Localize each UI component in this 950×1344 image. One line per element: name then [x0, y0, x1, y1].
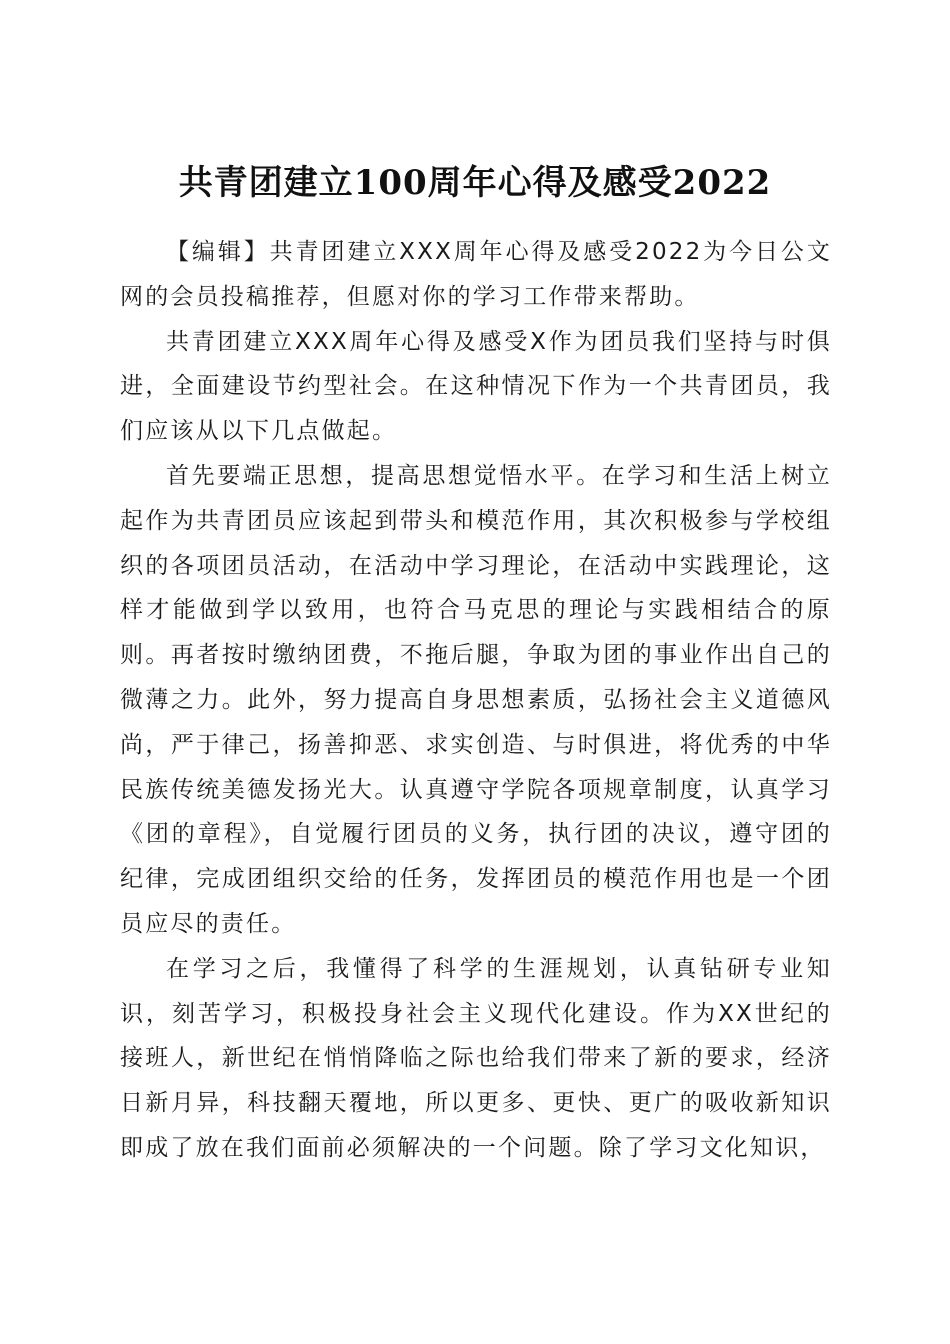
paragraph-editor-note: 【编辑】共青团建立XXX周年心得及感受2022为今日公文网的会员投稿推荐，但愿对你的学习工作带来帮助。	[120, 239, 832, 310]
paragraph-intro: 共青团建立XXX周年心得及感受X作为团员我们坚持与时俱进，全面建设节约型社会。在这种情况下作为一个共青团员，我们应该从以下几点做起。	[120, 328, 832, 445]
document-title: 共青团建立100周年心得及感受2022	[178, 162, 772, 203]
paragraph-after-study: 在学习之后，我懂得了科学的生涯规划，认真钻研专业知识，刻苦学习，积极投身社会主义现代化建设。作为XX世纪的接班人，新世纪在悄悄降临之际也给我们带来了新的要求，经济日新月异，科技翻天覆地，所以更多、更快、更广的吸收新知识即成了放在我们面前必须解决的一个问题。除了学习文化知识，	[120, 955, 832, 1161]
paragraph-first-points: 首先要端正思想，提高思想觉悟水平。在学习和生活上树立起作为共青团员应该起到带头和模范作用，其次积极参与学校组织的各项团员活动，在活动中学习理论，在活动中实践理论，这样才能做到学以致用，也符合马克思的理论与实践相结合的原则。再者按时缴纳团费，不拖后腿，争取为团的事业作出自己的微薄之力。此外，努力提高自身思想素质，弘扬社会主义道德风尚，严于律己，扬善抑恶、求实创造、与时俱进，将优秀的中华民族传统美德发扬光大。认真遵守学院各项规章制度，认真学习《团的章程》，自觉履行团员的义务，执行团的决议，遵守团的纪律，完成团组织交给的任务，发挥团员的模范作用也是一个团员应尽的责任。	[120, 462, 832, 937]
document-body	[120, 230, 832, 1171]
